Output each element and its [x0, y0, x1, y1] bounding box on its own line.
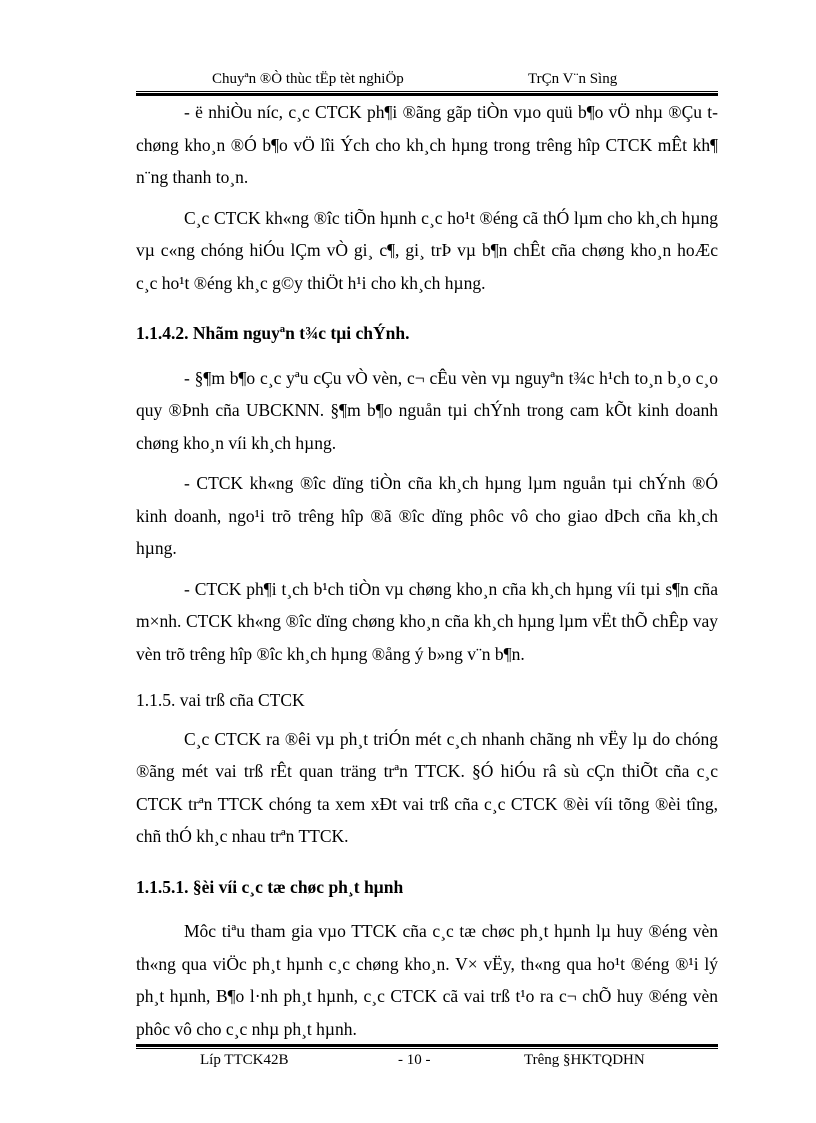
- paragraph: Môc tiªu tham gia vµo TTCK cña c¸c tæ chøc ph¸t hµnh lµ huy ®éng vèn th«ng qua viÖc ph¸t hµnh c¸c chøng kho¸n. V× vËy, th«ng qua ho¹t ®éng ®¹i lý ph¸t hµnh, B¶o l·nh ph¸t hµnh, c¸c CTCK cã vai trß t¹o ra c¬ chÕ huy ®éng vèn phôc vô cho c¸c nhµ ph¸t hµnh.: [136, 921, 718, 1039]
- document-body: [136, 96, 718, 1045]
- section-heading: 1.1.4.2. Nhãm nguyªn t¾c tµi chÝnh.: [136, 323, 410, 343]
- page-number: - 10 -: [398, 1052, 431, 1068]
- header-rule-thin: [136, 91, 718, 92]
- paragraph: - §¶m b¶o c¸c yªu cÇu vÒ vèn, c¬ cÊu vèn vµ nguyªn t¾c h¹ch to¸n b¸o c¸o quy ®Þnh cña UBCKNN. §¶m b¶o nguån tµi chÝnh trong cam kÕt kinh doanh chøng kho¸n víi kh¸ch hµng.: [136, 367, 718, 453]
- page-header: [136, 69, 718, 91]
- section-heading: 1.1.5. vai trß cña CTCK: [136, 690, 305, 710]
- paragraph: C¸c CTCK kh«ng ®îc tiÕn hµnh c¸c ho¹t ®éng cã thÓ lµm cho kh¸ch hµng vµ c«ng chóng hiÓu lÇm vÒ gi¸ c¶, gi¸ trÞ vµ b¶n chÊt cña chøng kho¸n hoÆc c¸c ho¹t ®éng kh¸c g©y thiÖt h¹i cho kh¸ch hµng.: [136, 207, 718, 293]
- page-footer: [136, 1052, 718, 1074]
- header-title: Chuyªn ®Ò thùc tËp tèt nghiÖp: [212, 71, 404, 87]
- paragraph: - CTCK ph¶i t¸ch b¹ch tiÒn vµ chøng kho¸n cña kh¸ch hµng víi tµi s¶n cña m×nh. CTCK kh«ng ®îc dïng chøng kho¸n cña kh¸ch hµng lµm vËt thÕ chÊp vay vèn trõ trêng hîp ®îc kh¸ch hµng ®ång ý b»ng v¨n b¶n.: [136, 578, 718, 664]
- footer-class: Líp TTCK42B: [200, 1052, 289, 1068]
- footer-rule-thin: [136, 1048, 718, 1049]
- paragraph: C¸c CTCK ra ®êi vµ ph¸t triÓn mét c¸ch nhanh chãng nh vËy lµ do chóng ®ãng mét vai trß rÊt quan träng trªn TTCK. §Ó hiÓu râ sù cÇn thiÕt cña c¸c CTCK trªn TTCK chóng ta xem xÐt vai trß cña c¸c CTCK ®èi víi tõng ®èi tîng, chñ thÓ kh¸c nhau trªn TTCK.: [136, 728, 718, 846]
- paragraph: - CTCK kh«ng ®îc dïng tiÒn cña kh¸ch hµng lµm nguån tµi chÝnh ®Ó kinh doanh, ngo¹i trõ trêng hîp ®ã ®îc dïng phôc vô cho giao dÞch cña kh¸ch hµng.: [136, 473, 718, 558]
- paragraph: - ë nhiÒu níc, c¸c CTCK ph¶i ®ãng gãp tiÒn vµo quü b¶o vÖ nhµ ®Çu t chøng kho¸n ®Ó b¶o vÖ lîi Ých cho kh¸ch hµng trong trêng hîp CTCK mÊt kh¶ n¨ng thanh to¸n.: [136, 102, 718, 187]
- header-author: TrÇn V¨n Sìng: [528, 71, 618, 87]
- section-heading: 1.1.5.1. §èi víi c¸c tæ chøc ph¸t hµnh: [136, 876, 404, 897]
- footer-rule-thick: [136, 1044, 718, 1047]
- footer-school: Trêng §HKTQDHN: [524, 1052, 645, 1068]
